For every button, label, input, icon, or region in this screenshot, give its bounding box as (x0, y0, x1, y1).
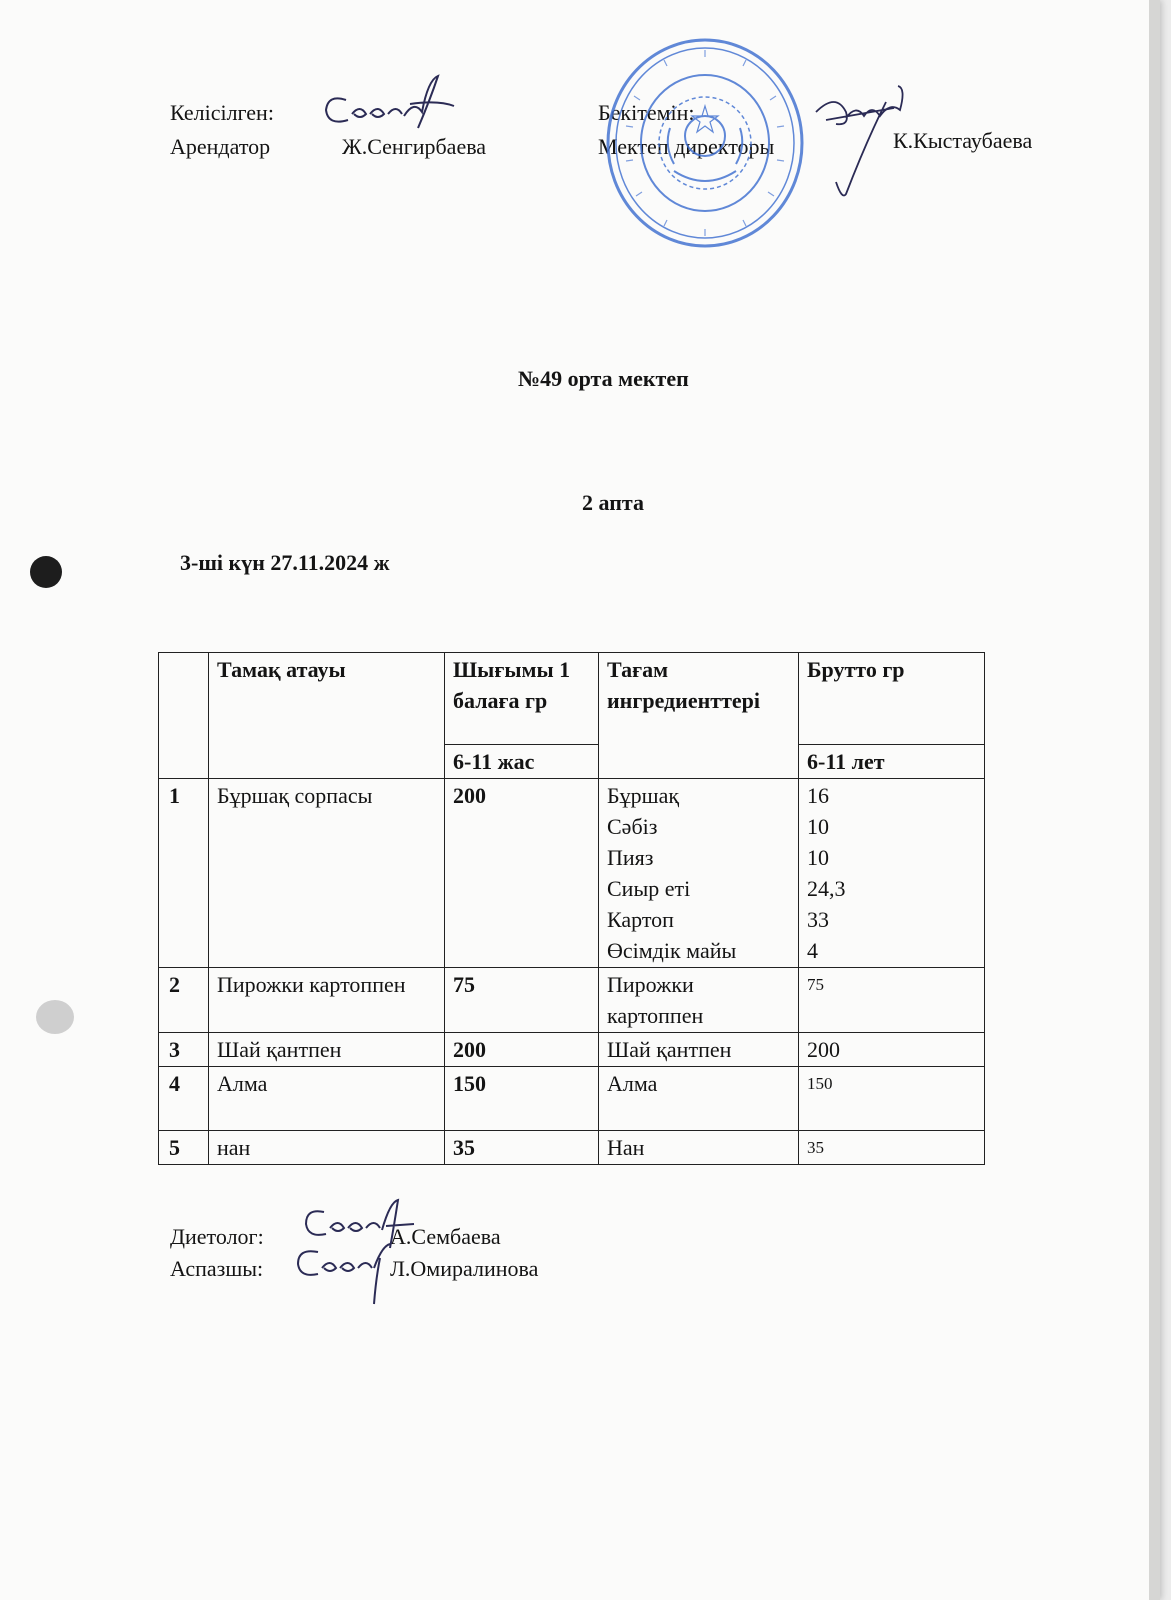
row-ingredients (599, 1067, 799, 1131)
gross-value: 75 (807, 975, 824, 994)
header-gross: Брутто гр (799, 653, 985, 745)
dietitian-label: Диетолог: (170, 1224, 264, 1249)
table-row (159, 779, 985, 968)
row-dish: нан (209, 1131, 445, 1165)
gross-value: 33 (807, 907, 829, 932)
gross-value: 4 (807, 938, 818, 963)
row-yield: 200 (445, 779, 599, 968)
row-gross (799, 779, 985, 968)
row-yield: 75 (445, 968, 599, 1033)
gross-value: 16 (807, 783, 829, 808)
tenant-role: Арендатор (170, 134, 271, 159)
punch-hole (30, 556, 62, 588)
row-yield: 200 (445, 1033, 599, 1067)
cook-name: Л.Омиралинова (390, 1256, 539, 1281)
ingredient-item: Алма (607, 1071, 658, 1096)
approved-label: Бекітемін: (598, 100, 695, 125)
gross-value: 24,3 (807, 876, 846, 901)
day-date-line: 3-ші күн 27.11.2024 ж (180, 550, 390, 575)
row-gross (799, 1131, 985, 1165)
agreed-label: Келісілген: (170, 100, 274, 125)
ingredient-item: Нан (607, 1135, 645, 1160)
gross-value: 200 (807, 1037, 840, 1062)
punch-hole (36, 1000, 74, 1034)
row-number: 5 (159, 1131, 209, 1165)
row-dish: Шай қантпен (209, 1033, 445, 1067)
header-gross-age: 6-11 лет (799, 745, 985, 779)
row-gross (799, 1067, 985, 1131)
gross-value: 10 (807, 845, 829, 870)
director-signature (806, 82, 916, 202)
table-row (159, 1067, 985, 1131)
gross-value: 35 (807, 1138, 824, 1157)
table-row (159, 1131, 985, 1165)
row-yield: 150 (445, 1067, 599, 1131)
row-dish: Пирожки картоппен (209, 968, 445, 1033)
ingredient-item: Бұршақ (607, 783, 680, 808)
row-number: 1 (159, 779, 209, 968)
cook-label: Аспазшы: (170, 1256, 264, 1281)
row-yield: 35 (445, 1131, 599, 1165)
ingredient-item: Картоп (607, 907, 674, 932)
header-yield: Шығымы 1 балаға гр (445, 653, 599, 745)
menu-table (158, 652, 985, 1165)
row-dish: Алма (209, 1067, 445, 1131)
director-role: Мектеп директоры (598, 134, 775, 159)
ingredient-item: Сиыр еті (607, 876, 691, 901)
ingredient-item: Пияз (607, 845, 654, 870)
row-number: 3 (159, 1033, 209, 1067)
row-dish: Бұршақ сорпасы (209, 779, 445, 968)
ingredient-item: Өсімдік майы (607, 938, 737, 963)
row-number: 2 (159, 968, 209, 1033)
gross-value: 150 (807, 1074, 833, 1093)
week-title: 2 апта (582, 490, 644, 515)
ingredient-item: Шай қантпен (607, 1037, 732, 1062)
row-ingredients (599, 968, 799, 1033)
header-ingredients: Тағам ингредиенттері (599, 653, 799, 779)
dietitian-name: А.Сембаева (390, 1224, 501, 1249)
official-stamp (604, 36, 806, 250)
paper-edge (1149, 0, 1160, 1600)
gross-value: 10 (807, 814, 829, 839)
row-gross (799, 1033, 985, 1067)
row-ingredients (599, 1033, 799, 1067)
ingredient-item: Сәбіз (607, 814, 658, 839)
cook-signature (290, 1238, 410, 1308)
table-row (159, 968, 985, 1033)
row-ingredients (599, 1131, 799, 1165)
row-ingredients (599, 779, 799, 968)
row-number: 4 (159, 1067, 209, 1131)
director-name: К.Кыстаубаева (893, 128, 1033, 153)
tenant-name: Ж.Сенгирбаева (342, 134, 487, 159)
table-row (159, 1033, 985, 1067)
ingredient-item: Пирожки картоппен (607, 972, 704, 1028)
row-gross (799, 968, 985, 1033)
header-dish-name: Тамақ атауы (209, 653, 445, 779)
header-yield-age: 6-11 жас (445, 745, 599, 779)
school-title: №49 орта мектеп (518, 366, 689, 391)
header-number-cell (159, 653, 209, 779)
tenant-signature (318, 70, 458, 140)
